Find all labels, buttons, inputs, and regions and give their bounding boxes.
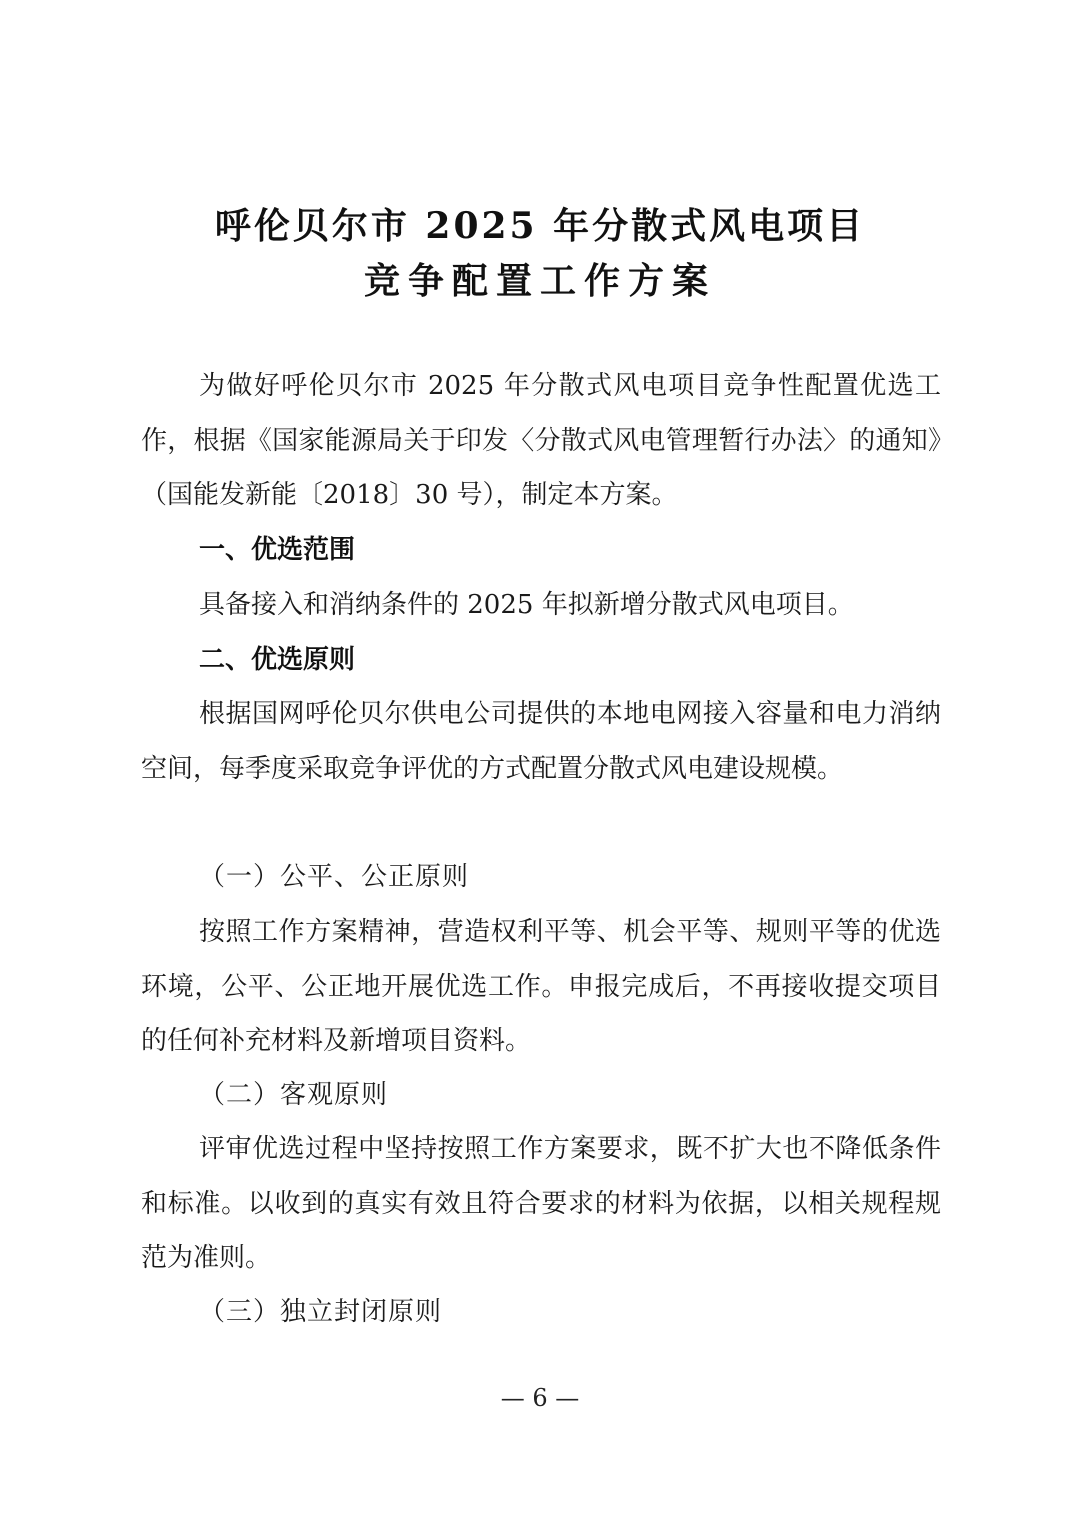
intro-paragraph: 为做好呼伦贝尔市 2025 年分散式风电项目竞争性配置优选工作，根据《国家能源局关于印发〈分散式风电管理暂行办法〉的通知》（国能发新能〔2018〕30 号），制定本方案。 [141,371,941,510]
subsection3-heading: （三）独立封闭原则 [199,1297,443,1327]
section1-heading: 一、优选范围 [199,535,356,565]
document-title-line2: 竞争配置工作方案 [363,260,716,302]
document-title-line1: 呼伦贝尔市 2025 年分散式风电项目 [214,205,866,247]
page-number: — 6 — [500,1384,580,1412]
section2-paragraph: 根据国网呼伦贝尔供电公司提供的本地电网接入容量和电力消纳空间，每季度采取竞争评优的方式配置分散式风电建设规模。 [141,699,941,784]
section2-heading: 二、优选原则 [199,645,356,675]
subsection1-paragraph: 按照工作方案精神，营造权利平等、机会平等、规则平等的优选环境，公平、公正地开展优选工作。申报完成后，不再接收提交项目的任何补充材料及新增项目资料。 [141,917,941,1056]
subsection2-paragraph: 评审优选过程中坚持按照工作方案要求，既不扩大也不降低条件和标准。以收到的真实有效且符合要求的材料为依据，以相关规程规范为准则。 [141,1134,941,1273]
subsection2-heading: （二）客观原则 [199,1080,389,1110]
subsection1-heading: （一）公平、公正原则 [199,862,470,892]
section1-paragraph: 具备接入和消纳条件的 2025 年拟新增分散式风电项目。 [199,590,854,620]
